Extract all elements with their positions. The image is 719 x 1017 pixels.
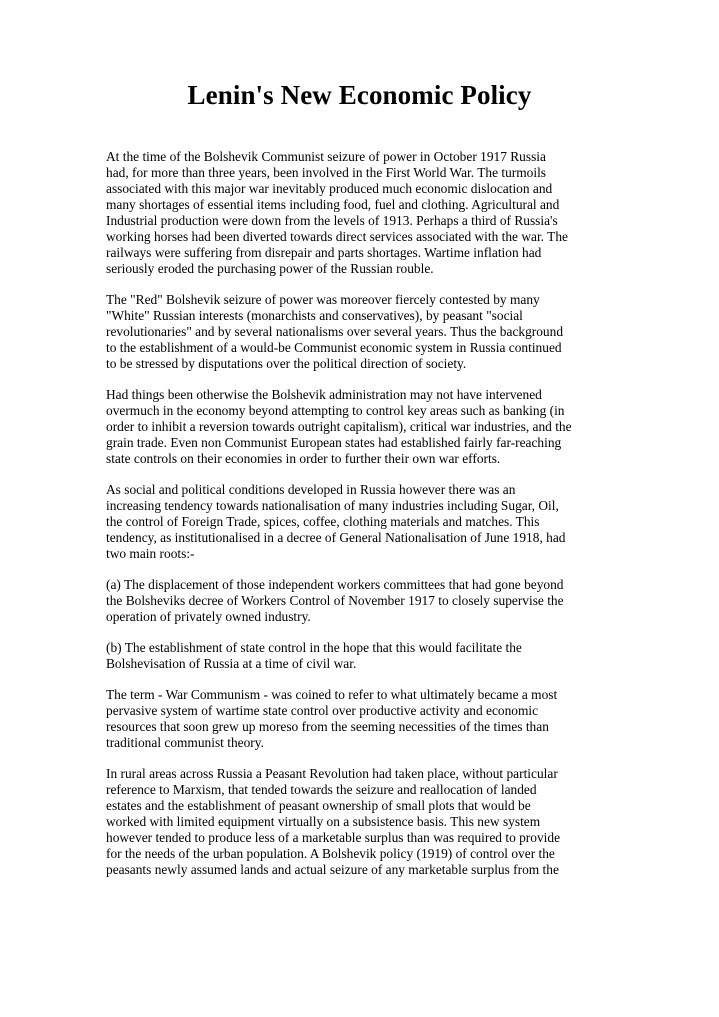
document-body — [106, 149, 617, 893]
page-title: Lenin's New Economic Policy — [187, 80, 532, 110]
paragraph-3: Had things been otherwise the Bolshevik administration may not have intervened overmuch in the economy beyond attempting to control key areas such as banking (in order to inhibit a reversion towards outright capitalism), critical war industries, and the grain trade. Even non Communist European states had established fairly far-reaching state controls on their economies in order to further their own war efforts. — [106, 387, 572, 466]
paragraph-5-root-a: (a) The displacement of those independent workers committees that had gone beyond the Bolsheviks decree of Workers Control of November 1917 to closely supervise the operation of privately owned industry. — [106, 577, 564, 624]
paragraph-1: At the time of the Bolshevik Communist seizure of power in October 1917 Russia had, for more than three years, been involved in the First World War. The turmoils associated with this major war inevitably produced much economic dislocation and many shortages of essential items including food, fuel and clothing. Agricultural and Industrial production were down from the levels of 1913. Perhaps a third of Russia's working horses had been diverted towards direct services associated with the war. The railways were suffering from disrepair and parts shortages. Wartime inflation had seriously eroded the purchasing power of the Russian rouble. — [106, 149, 568, 276]
paragraph-2: The "Red" Bolshevik seizure of power was moreover fiercely contested by many "White" Russian interests (monarchists and conservatives), by peasant "social revolutionaries" and by several nationalisms over several years. Thus the background to the establishment of a would-be Communist economic system in Russia continued to be stressed by disputations over the political direction of society. — [106, 292, 564, 371]
paragraph-4: As social and political conditions developed in Russia however there was an increasing tendency towards nationalisation of many industries including Sugar, Oil, the control of Foreign Trade, spices, coffee, clothing materials and matches. This tendency, as institutionalised in a decree of General Nationalisation of June 1918, had two main roots:- — [106, 482, 566, 561]
paragraph-6-root-b: (b) The establishment of state control in the hope that this would facilitate the Bolshevisation of Russia at a time of civil war. — [106, 640, 522, 671]
paragraph-8: In rural areas across Russia a Peasant Revolution had taken place, without particular reference to Marxism, that tended towards the seizure and reallocation of landed estates and the establishment of peasant ownership of small plots that would be worked with limited equipment virtually on a subsistence basis. This new system however tended to produce less of a marketable surplus than was required to provide for the needs of the urban population. A Bolshevik policy (1919) of control over the peasants newly assumed lands and actual seizure of any marketable surplus from the — [106, 766, 561, 877]
paragraph-7: The term - War Communism - was coined to refer to what ultimately became a most pervasive system of wartime state control over productive activity and economic resources that soon grew up moreso from the seeming necessities of the times than traditional communist theory. — [106, 687, 558, 750]
